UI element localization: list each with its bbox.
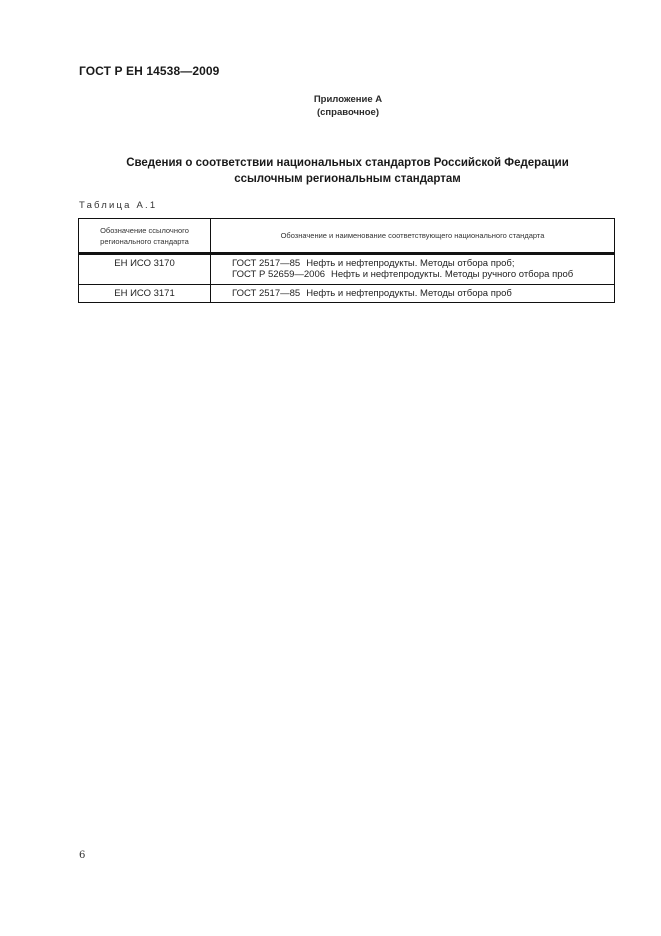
section-title-line-2: ссылочным региональным стандартам (234, 173, 461, 185)
table-caption: Таблица А.1 (79, 200, 158, 211)
standards-correspondence-table (78, 218, 615, 303)
national-standard-entry (232, 288, 614, 299)
standard-name: Нефть и нефтепродукты. Методы отбора проб; (306, 258, 515, 269)
appendix-subtitle: (справочное) (316, 107, 380, 118)
standard-name: Нефть и нефтепродукты. Методы отбора проб (306, 288, 512, 299)
national-standard-cell (211, 254, 615, 285)
column-header-label: Обозначение ссылочного регионального стандарта (100, 225, 189, 246)
reference-standard-cell: ЕН ИСО 3171 (79, 285, 211, 303)
column-header-reference-standard (79, 219, 211, 254)
section-title (80, 155, 615, 187)
reference-standard-cell: ЕН ИСО 3170 (79, 254, 211, 285)
standard-name: Нефть и нефтепродукты. Методы ручного отбора проб (331, 269, 574, 280)
appendix-heading (0, 93, 661, 119)
section-title-line-1: Сведения о соответствии национальных стандартов Российской Федерации (126, 157, 569, 169)
table-row (79, 285, 615, 303)
national-standard-entry (232, 269, 614, 280)
column-header-national-standard (211, 219, 615, 254)
table-header-row (79, 219, 615, 254)
national-standard-cell (211, 285, 615, 303)
page-number: 6 (79, 850, 86, 861)
appendix-title: Приложение А (313, 94, 383, 105)
column-header-label: Обозначение и наименование соответствующего национального стандарта (280, 231, 545, 240)
standard-code: ГОСТ 2517—85 (232, 258, 301, 269)
national-standard-entry (232, 258, 614, 269)
standard-code: ГОСТ 2517—85 (232, 288, 301, 299)
table-row (79, 254, 615, 285)
standard-code: ГОСТ Р 52659—2006 (232, 269, 326, 280)
document-code: ГОСТ Р ЕН 14538—2009 (79, 64, 220, 78)
